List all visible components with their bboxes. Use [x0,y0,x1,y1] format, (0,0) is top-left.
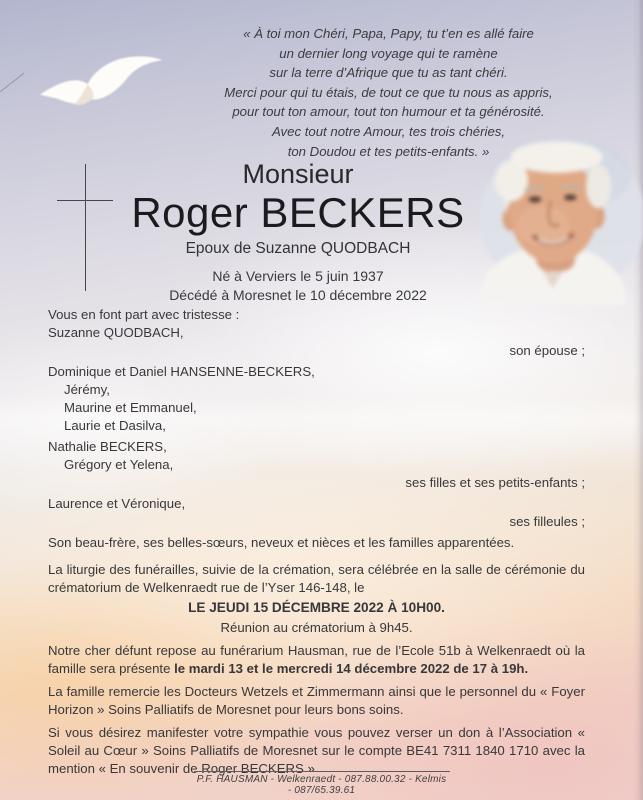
liturgy-paragraph: La liturgie des funérailles, suivie de la crémation, sera célébrée en la salle de cérémonie du crématorium de Welkenraedt rue de l’Yser 146-148, le [48,562,585,595]
donation-paragraph: Si vous désirez manifester votre sympathie vous pouvez verser un don à l’Association « Soleil au Cœur » Soins Palliatifs de Moresnet sur le compte BE41 7311 1840 1710 avec la mention « En souvenir de Roger BECKERS » [48,725,585,776]
family-member: Suzanne QUODBACH, [48,325,184,340]
relation-label: ses filleules ; [509,514,585,529]
life-dates [0,267,596,304]
repose-paragraph [48,642,585,678]
extended-family-line: Son beau-frère, ses belles-sœurs, neveux et nièces et les familles apparentées. [48,535,515,550]
contrail-line [0,73,24,92]
quote-line: « À toi mon Chéri, Papa, Papy, tu t’en es allé faire [243,26,534,41]
quote-line: sur la terre d’Afrique que tu as tant chéri. [269,65,508,81]
birth-line: Né à Verviers le 5 juin 1937 [212,268,384,284]
family-member: Dominique et Daniel HANSENNE-BECKERS, [48,364,315,379]
family-member: Laurence et Véronique, [48,496,186,511]
civility-title: Monsieur [242,159,354,189]
quote-line: Merci pour qui tu étais, de tout ce que tu nous as appris, [224,84,553,100]
family-member: Jérémy, [64,382,110,397]
quote-block [140,24,637,161]
relation-label: son épouse ; [509,343,585,358]
relation-label: ses filles et ses petits-enfants ; [405,475,585,490]
quote-line: un dernier long voyage qui te ramène [279,45,498,61]
announcement-body [48,306,585,778]
quote-line: ton Doudou et tes petits-enfants. » [287,143,490,159]
quote-line: Avec tout notre Amour, tes trois chéries, [271,123,506,139]
repose-text: Notre cher défunt repose au funérarium Hausman, rue de l’Ecole 51b à Welkenraedt où la famille sera présente [48,643,585,676]
deceased-name: Roger BECKERS [131,189,465,236]
thanks-paragraph: La famille remercie les Docteurs Wetzels et Zimmermann ainsi que le personnel du « Foyer Horizon » Soins Palliatifs de Moresnet pour leurs bons soins. [48,684,585,717]
funeral-home-footer: P.F. HAUSMAN - Welkenraedt - 087.88.00.32 - Kelmis - 087/65.39.61 [194,771,450,796]
family-member: Grégory et Yelena, [64,457,174,472]
spouse-line: Epoux de Suzanne QUODBACH [185,240,411,257]
quote-line: pour tout ton amour, tout ton humour et ta générosité. [232,104,545,120]
death-line: Décédé à Moresnet le 10 décembre 2022 [169,286,427,303]
header-block [0,159,596,304]
family-member: Laurie et Dasilva, [64,418,166,433]
meeting-line: Réunion au crématorium à 9h45. [220,620,413,635]
footer [0,771,643,798]
ceremony-date: LE JEUDI 15 DÉCEMBRE 2022 À 10H00. [188,600,445,615]
family-member: Nathalie BECKERS, [48,439,167,454]
announcement-intro: Vous en font part avec tristesse : [48,307,240,322]
visitation-dates: le mardi 13 et le mercredi 14 décembre 2022 de 17 à 19h. [174,661,529,676]
family-member: Maurine et Emmanuel, [64,400,197,415]
